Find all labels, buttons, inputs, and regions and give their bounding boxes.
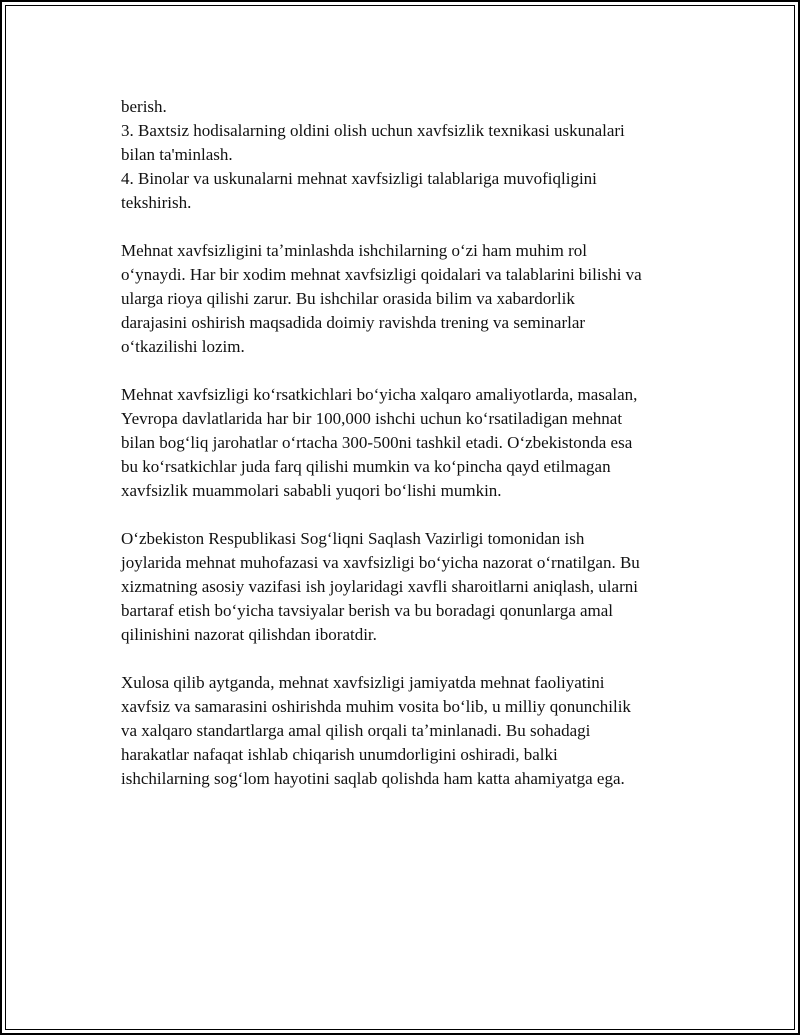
- text-line: berish.: [121, 97, 167, 116]
- text-line: Xulosa qilib aytganda, mehnat xavfsizligi jamiyatda mehnat faoliyatini: [121, 673, 605, 692]
- text-line: ishchilarning sogʻlom hayotini saqlab qolishda ham katta ahamiyatga ega.: [121, 769, 625, 788]
- text-line: bu koʻrsatkichlar juda farq qilishi mumkin va koʻpincha qayd etilmagan: [121, 457, 611, 476]
- text-line: xavfsizlik muammolari sababli yuqori boʻlishi mumkin.: [121, 481, 502, 500]
- text-line: bartaraf etish boʻyicha tavsiyalar berish va bu boradagi qonunlarga amal: [121, 601, 614, 620]
- document-body: [121, 95, 711, 815]
- paragraph-ministry-control: [121, 527, 711, 647]
- text-line: Oʻzbekiston Respublikasi Sogʻliqni Saqlash Vazirligi tomonidan ish: [121, 529, 585, 548]
- paragraph-international-indicators: [121, 383, 711, 503]
- text-line: Mehnat xavfsizligi koʻrsatkichlari boʻyicha xalqaro amaliyotlarda, masalan,: [121, 385, 638, 404]
- text-line: darajasini oshirish maqsadida doimiy ravishda trening va seminarlar: [121, 313, 586, 332]
- text-line: xizmatning asosiy vazifasi ish joylaridagi xavfli sharoitlarni aniqlash, ularni: [121, 577, 638, 596]
- text-line: oʻynaydi. Har bir xodim mehnat xavfsizligi qoidalari va talablarini bilishi va: [121, 265, 642, 284]
- text-line: xavfsiz va samarasini oshirishda muhim vosita boʻlib, u milliy qonunchilik: [121, 697, 631, 716]
- text-line: oʻtkazilishi lozim.: [121, 337, 245, 356]
- text-line: va xalqaro standartlarga amal qilish orqali taʼminlanadi. Bu sohadagi: [121, 721, 591, 740]
- text-line: joylarida mehnat muhofazasi va xavfsizligi boʻyicha nazorat oʻrnatilgan. Bu: [121, 553, 640, 572]
- text-line: ularga rioya qilishi zarur. Bu ishchilar orasida bilim va xabardorlik: [121, 289, 575, 308]
- text-line: Yevropa davlatlarida har bir 100,000 ishchi uchun koʻrsatiladigan mehnat: [121, 409, 623, 428]
- paragraph-worker-role: [121, 239, 711, 359]
- text-line: Mehnat xavfsizligini taʼminlashda ishchilarning oʻzi ham muhim rol: [121, 241, 587, 260]
- list-item-4: 4. Binolar va uskunalarni mehnat xavfsizligi talablariga muvofiqligini: [121, 169, 597, 188]
- list-item-3: 3. Baxtsiz hodisalarning oldini olish uchun xavfsizlik texnikasi uskunalari: [121, 121, 625, 140]
- text-line: qilinishini nazorat qilishdan iboratdir.: [121, 625, 377, 644]
- list-block: [121, 95, 711, 215]
- paragraph-conclusion: [121, 671, 711, 791]
- text-line: bilan ta'minlash.: [121, 145, 233, 164]
- text-line: harakatlar nafaqat ishlab chiqarish unumdorligini oshiradi, balki: [121, 745, 558, 764]
- text-line: tekshirish.: [121, 193, 192, 212]
- text-line: bilan bogʻliq jarohatlar oʻrtacha 300-500ni tashkil etadi. Oʻzbekistonda esa: [121, 433, 633, 452]
